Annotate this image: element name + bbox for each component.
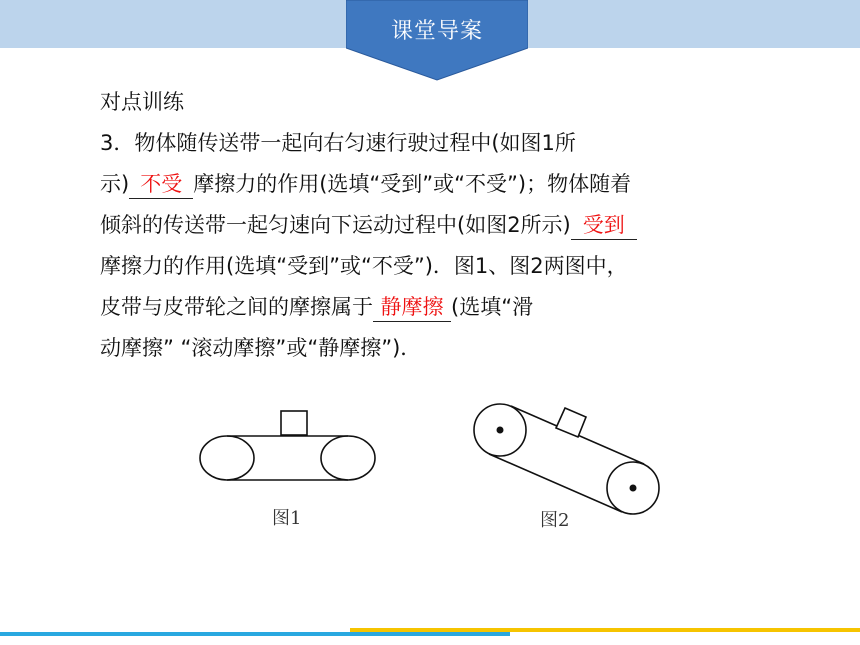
answer-blank-3: 静摩擦 [373,293,451,322]
figure-2-label: 图2 [540,510,570,531]
answer-blank-2: 受到 [571,211,637,240]
figure-1-diagram [195,405,385,494]
question-line-5: 皮带与皮带轮之间的摩擦属于 静摩擦 (选填“滑 [100,287,800,328]
question-line-1: 3．物体随传送带一起向右匀速行驶过程中(如图1所 [100,131,576,155]
question-line-2: 示) 不受 摩擦力的作用(选填“受到”或“不受”)；物体随着 [100,164,800,205]
question-content [100,82,800,369]
section-title: 对点训练 [100,90,184,114]
question-line-6: 动摩擦” “滚动摩擦”或“静摩擦”)． [100,336,422,360]
answer-blank-1: 不受 [129,170,193,199]
question-line-4: 摩擦力的作用(选填“受到”或“不受”)．图1、图2两图中， [100,254,628,278]
header-title: 课堂导案 [390,19,483,44]
footer-accent-blue [0,632,510,636]
figure-1-label: 图1 [272,508,302,529]
question-line-3: 倾斜的传送带一起匀速向下运动过程中(如图2所示) 受到 [100,205,800,246]
figure-2-diagram [468,400,668,519]
